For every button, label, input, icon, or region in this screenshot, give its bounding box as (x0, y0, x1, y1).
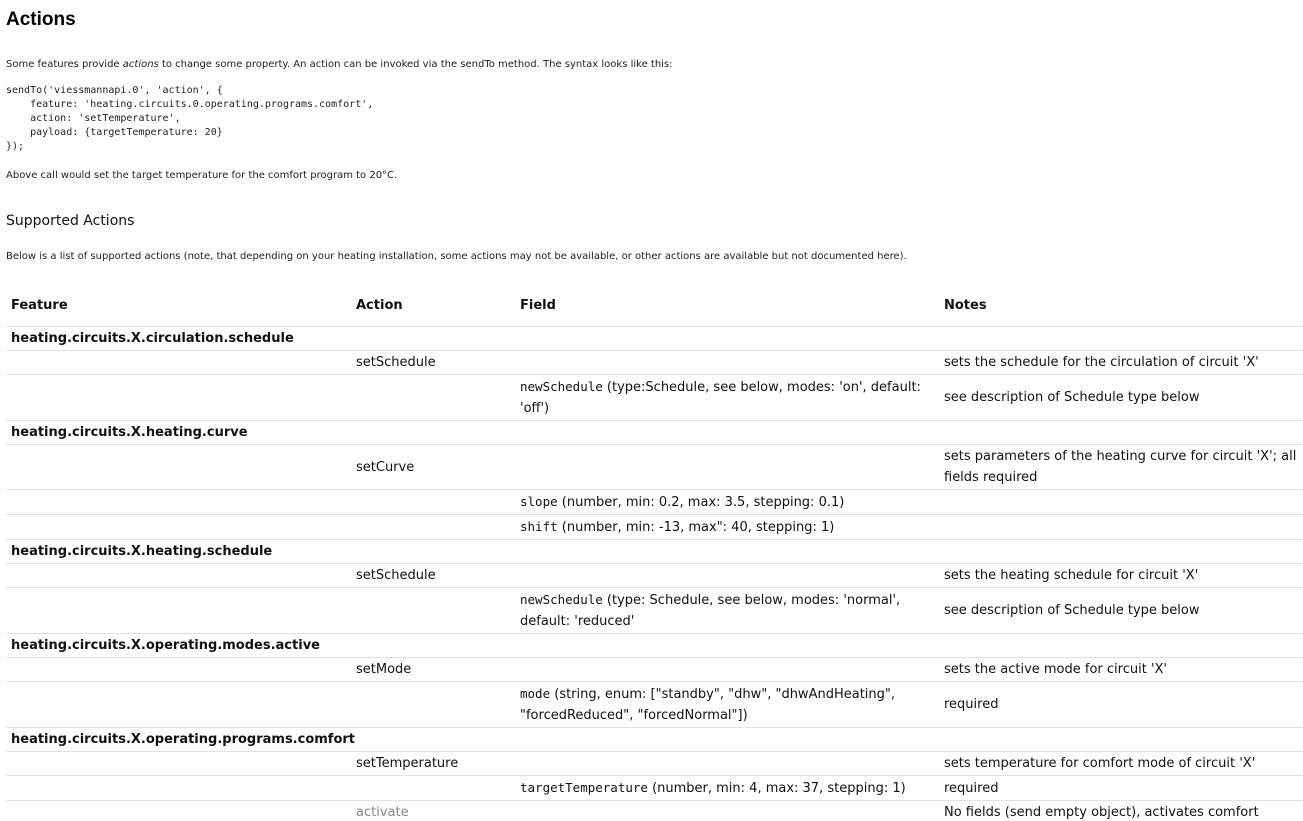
cell-notes (939, 728, 1303, 752)
cell-field (515, 540, 939, 564)
field-description: (number, min: -13, max": 40, stepping: 1) (557, 520, 835, 535)
cell-feature: heating.circuits.X.operating.modes.active (6, 634, 351, 658)
cell-field (515, 375, 939, 421)
cell-field (515, 351, 939, 375)
cell-action (351, 375, 515, 421)
table-row (6, 588, 1303, 634)
cell-notes: required (939, 682, 1303, 728)
cell-field (515, 634, 939, 658)
cell-action (351, 540, 515, 564)
cell-field (515, 515, 939, 540)
code-example: sendTo('viessmannapi.0', 'action', { feature: 'heating.circuits.0.operating.programs.comfort', action: 'setTemperature', payload: {targetTemperature: 20} }); (6, 85, 374, 152)
cell-action: activate (351, 801, 515, 821)
intro-after: to change some property. An action can be invoked via the sendTo method. The syntax looks like this: (158, 59, 673, 70)
field-description: (type:Schedule, see below, modes: 'on', default: 'off') (520, 380, 921, 416)
field-name: targetTemperature (520, 780, 648, 795)
cell-action: setSchedule (351, 564, 515, 588)
cell-action (351, 728, 515, 752)
list-paragraph: Below is a list of supported actions (note, that depending on your heating installation, some actions may not be available, or other actions are available but not documented here). (6, 251, 907, 262)
cell-action (351, 588, 515, 634)
cell-action (351, 634, 515, 658)
cell-notes: sets temperature for comfort mode of circuit 'X' (939, 752, 1303, 776)
field-description: (number, min: 0.2, max: 3.5, stepping: 0.1) (557, 495, 845, 510)
result-paragraph: Above call would set the target temperature for the comfort program to 20°C. (6, 170, 398, 181)
table-row (6, 421, 1303, 445)
table-row (6, 776, 1303, 801)
cell-action: setCurve (351, 445, 515, 490)
field-name: newSchedule (520, 379, 603, 394)
table-row (6, 634, 1303, 658)
field-name: newSchedule (520, 592, 603, 607)
cell-field (515, 327, 939, 351)
table-header-row (6, 284, 1303, 327)
table-row (6, 445, 1303, 490)
cell-field (515, 421, 939, 445)
cell-action (351, 327, 515, 351)
cell-feature (6, 588, 351, 634)
cell-notes (939, 540, 1303, 564)
cell-feature (6, 515, 351, 540)
header-feature: Feature (11, 297, 68, 313)
cell-feature: heating.circuits.X.circulation.schedule (6, 327, 351, 351)
table-row (6, 351, 1303, 375)
cell-notes: sets the heating schedule for circuit 'X' (939, 564, 1303, 588)
table-row (6, 375, 1303, 421)
cell-notes: sets the schedule for the circulation of circuit 'X' (939, 351, 1303, 375)
table-row (6, 658, 1303, 682)
field-name: slope (520, 494, 558, 509)
cell-field (515, 752, 939, 776)
cell-field (515, 445, 939, 490)
header-action: Action (356, 297, 403, 313)
field-name: mode (520, 686, 551, 701)
field-name: shift (520, 519, 558, 534)
table-row (6, 490, 1303, 515)
cell-action (351, 682, 515, 728)
cell-field (515, 564, 939, 588)
table-row (6, 801, 1303, 821)
table-row (6, 728, 1303, 752)
cell-feature: heating.circuits.X.operating.programs.comfort (6, 728, 351, 752)
cell-action (351, 490, 515, 515)
cell-feature (6, 490, 351, 515)
cell-field (515, 658, 939, 682)
cell-feature (6, 375, 351, 421)
cell-action: setMode (351, 658, 515, 682)
cell-action (351, 515, 515, 540)
page-title: Actions (6, 9, 76, 30)
cell-field (515, 776, 939, 801)
table-row (6, 327, 1303, 351)
cell-feature (6, 776, 351, 801)
cell-notes (939, 634, 1303, 658)
cell-notes: see description of Schedule type below (939, 588, 1303, 634)
cell-feature (6, 682, 351, 728)
cell-feature (6, 658, 351, 682)
field-description: (type: Schedule, see below, modes: 'normal', default: 'reduced' (520, 593, 901, 629)
table-row (6, 682, 1303, 728)
cell-feature (6, 351, 351, 375)
table-row (6, 752, 1303, 776)
cell-notes (939, 421, 1303, 445)
cell-action: setTemperature (351, 752, 515, 776)
cell-feature (6, 564, 351, 588)
cell-action (351, 776, 515, 801)
cell-action (351, 421, 515, 445)
cell-feature: heating.circuits.X.heating.schedule (6, 540, 351, 564)
cell-notes: sets the active mode for circuit 'X' (939, 658, 1303, 682)
cell-notes (939, 327, 1303, 351)
intro-emphasis: actions (122, 59, 159, 70)
cell-notes (939, 490, 1303, 515)
cell-field (515, 728, 939, 752)
cell-notes: required (939, 776, 1303, 801)
table-row (6, 564, 1303, 588)
cell-field (515, 490, 939, 515)
header-notes: Notes (944, 297, 987, 313)
header-field: Field (520, 297, 556, 313)
cell-feature (6, 752, 351, 776)
cell-notes: No fields (send empty object), activates comfort (939, 801, 1303, 821)
cell-feature: heating.circuits.X.heating.curve (6, 421, 351, 445)
cell-feature (6, 801, 351, 821)
cell-field (515, 801, 939, 821)
cell-field (515, 682, 939, 728)
intro-before: Some features provide (6, 59, 123, 70)
field-description: (number, min: 4, max: 37, stepping: 1) (647, 781, 906, 796)
table-row (6, 515, 1303, 540)
cell-notes: sets parameters of the heating curve for circuit 'X'; all fields required (939, 445, 1303, 490)
field-description: (string, enum: ["standby", "dhw", "dhwAndHeating", "forcedReduced", "forcedNormal"]) (520, 687, 896, 723)
intro-paragraph (6, 59, 673, 70)
table-row (6, 540, 1303, 564)
cell-field (515, 588, 939, 634)
cell-notes: see description of Schedule type below (939, 375, 1303, 421)
cell-action: setSchedule (351, 351, 515, 375)
cell-notes (939, 515, 1303, 540)
actions-table (6, 284, 1303, 821)
table-body (6, 327, 1303, 821)
cell-feature (6, 445, 351, 490)
supported-actions-heading: Supported Actions (6, 213, 135, 229)
